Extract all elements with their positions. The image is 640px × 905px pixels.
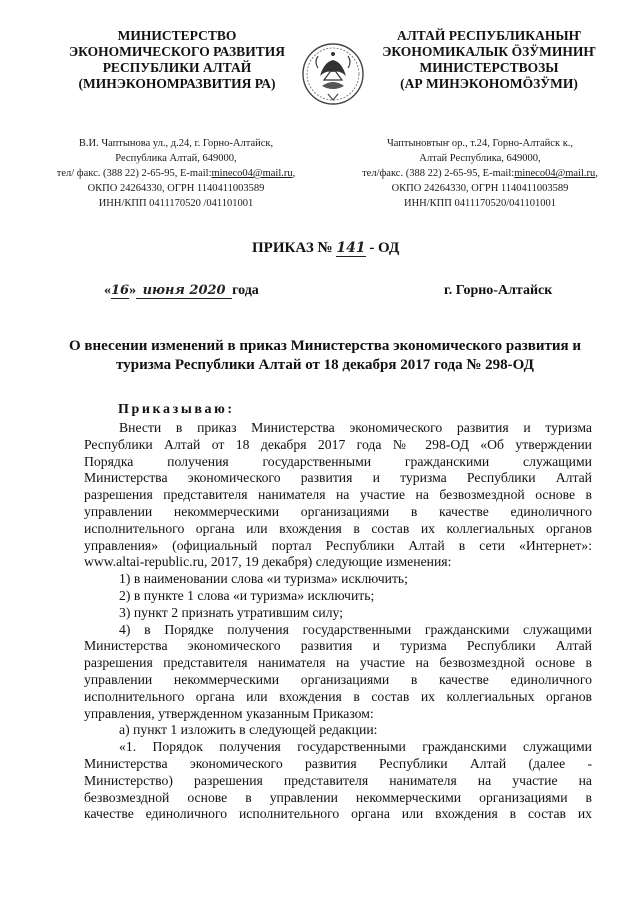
- address-line: ОКПО 24264330, ОГРН 1140411003589: [87, 183, 265, 194]
- address-line: ИНН/КПП 0411170520/041101001: [404, 198, 556, 209]
- body-line: www.altai-republic.ru, 2017, 19 декабря) следующие изменения:: [84, 554, 452, 570]
- body-line: управления» (официальный портал Республики Алтай в сети «Интернет»:: [84, 537, 592, 553]
- date-month-year-handwritten: июня 2020: [136, 283, 232, 299]
- order-title: [252, 240, 399, 257]
- body-line: управлении некоммерческими организациями в качестве единоличного: [84, 671, 592, 687]
- body-line: управлении некоммерческими организациями в качестве единоличного: [84, 503, 592, 519]
- address-alt: [330, 136, 630, 211]
- body-line: разрешения представителя нанимателя на участие на безвозмездной основе в: [84, 655, 592, 671]
- body-line: 3) пункт 2 признать утратившим силу;: [119, 604, 344, 620]
- date-year-word: года: [232, 283, 259, 298]
- body-line: Министерства экономического развития Республики Алтай (далее -: [84, 755, 592, 771]
- prikazyvayu-heading: Приказываю:: [118, 402, 235, 417]
- body-line: Министерство) разрешения представителя нанимателя на участие на: [84, 772, 592, 788]
- address-phone: тел/ факс. (388 22) 2-65-95, E-mail:: [56, 168, 212, 179]
- body-line: Министерства экономического развития и туризма Республики Алтай: [84, 470, 592, 486]
- body-line: исполнительного органа или вхождения в состав их коллегиальных органов: [84, 688, 592, 704]
- address-line: Алтай Республика, 649000,: [419, 153, 541, 164]
- body-line: управления, утвержденном указанным Приказом:: [84, 705, 374, 721]
- address-line: Чаптыновтыҥ ор., т.24, Горно-Алтайск к.,: [386, 138, 574, 149]
- address-contact-line: [28, 166, 324, 181]
- subject-line: О внесении изменений в приказ Министерства экономического развития и: [68, 338, 581, 354]
- address-line: Республика Алтай, 649000,: [115, 153, 237, 164]
- address-line: В.И. Чаптынова ул., д.24, г. Горно-Алтайск,: [78, 138, 274, 149]
- address-punct: ,: [595, 168, 598, 179]
- order-subject: [40, 337, 610, 375]
- email-link[interactable]: mineco04@mail.ru: [211, 168, 293, 179]
- subject-line: туризма Республики Алтай от 18 декабря 2017 года № 298-ОД: [116, 357, 534, 373]
- body-line: Республики Алтай от 18 декабря 2017 года № 298-ОД «Об утверждении: [84, 436, 592, 452]
- order-body: [84, 420, 592, 823]
- order-number-handwritten: 141: [336, 240, 366, 256]
- body-line: Внести в приказ Министерства экономического развития и туризма: [119, 420, 592, 435]
- address-line: ИНН/КПП 0411170520 /041101001: [98, 198, 254, 209]
- address-phone: тел/факс. (388 22) 2-65-95, E-mail:: [362, 168, 515, 179]
- date-open-quote: «: [104, 283, 111, 298]
- date-day-handwritten: 16: [111, 283, 130, 298]
- address-ru: [28, 136, 324, 211]
- address-contact-line: [330, 166, 630, 181]
- body-line: 2) в пункте 1 слова «и туризма» исключить;: [119, 587, 375, 603]
- address-line: ОКПО 24264330, ОГРН 1140411003589: [391, 183, 569, 194]
- order-date: [104, 283, 259, 299]
- body-line: а) пункт 1 изложить в следующей редакции:: [119, 722, 378, 738]
- body-line: исполнительного органа или вхождения в состав их коллегиальных органов: [84, 520, 592, 536]
- coat-of-arms-icon: [300, 40, 366, 112]
- ministry-title-ru-line: (МИНЭКОНОМРАЗВИТИЯ РА): [78, 76, 276, 91]
- email-link[interactable]: mineco04@mail.ru: [514, 168, 596, 179]
- ministry-title-alt-line: МИНИСТЕРСТВОЗЫ: [419, 60, 559, 75]
- date-close-quote: »: [129, 283, 137, 298]
- ministry-title-ru-line: РЕСПУБЛИКИ АЛТАЙ: [102, 60, 252, 75]
- ministry-title-alt-line: ЭКОНОМИКАЛЫК ӦЗӰМИНИҤ: [382, 44, 596, 59]
- ministry-title-ru: [58, 28, 296, 92]
- ministry-title-ru-line: ЭКОНОМИЧЕСКОГО РАЗВИТИЯ: [69, 44, 285, 59]
- body-line: «1. Порядок получения государственными гражданскими служащими: [119, 739, 592, 755]
- ministry-title-alt: [372, 28, 606, 92]
- body-line: 1) в наименовании слова «и туризма» исключить;: [119, 571, 408, 587]
- body-line: разрешения представителя нанимателя на участие на безвозмездной основе в: [84, 487, 592, 503]
- order-city: г. Горно-Алтайск: [444, 283, 553, 298]
- body-line: Порядка получения государственными гражданскими служащими: [84, 453, 592, 469]
- order-prefix: ПРИКАЗ №: [252, 240, 333, 256]
- ministry-title-alt-line: АЛТАЙ РЕСПУБЛИКАНЫҤ: [396, 28, 582, 43]
- ministry-title-alt-line: (АР МИНЭКОНОМӦЗӰМИ): [400, 76, 578, 91]
- body-line: безвозмездной основе в управлении некоммерческими организациями в: [84, 789, 592, 805]
- body-line: Министерства экономического развития и туризма Республики Алтай: [84, 638, 592, 654]
- order-suffix: - ОД: [369, 240, 400, 256]
- body-line: качестве единоличного исполнительного органа или вхождения в состав их: [84, 806, 592, 822]
- body-line: 4) в Порядке получения государственными гражданскими служащими: [119, 621, 592, 637]
- ministry-title-ru-line: МИНИСТЕРСТВО: [117, 28, 237, 43]
- address-punct: ,: [292, 168, 296, 179]
